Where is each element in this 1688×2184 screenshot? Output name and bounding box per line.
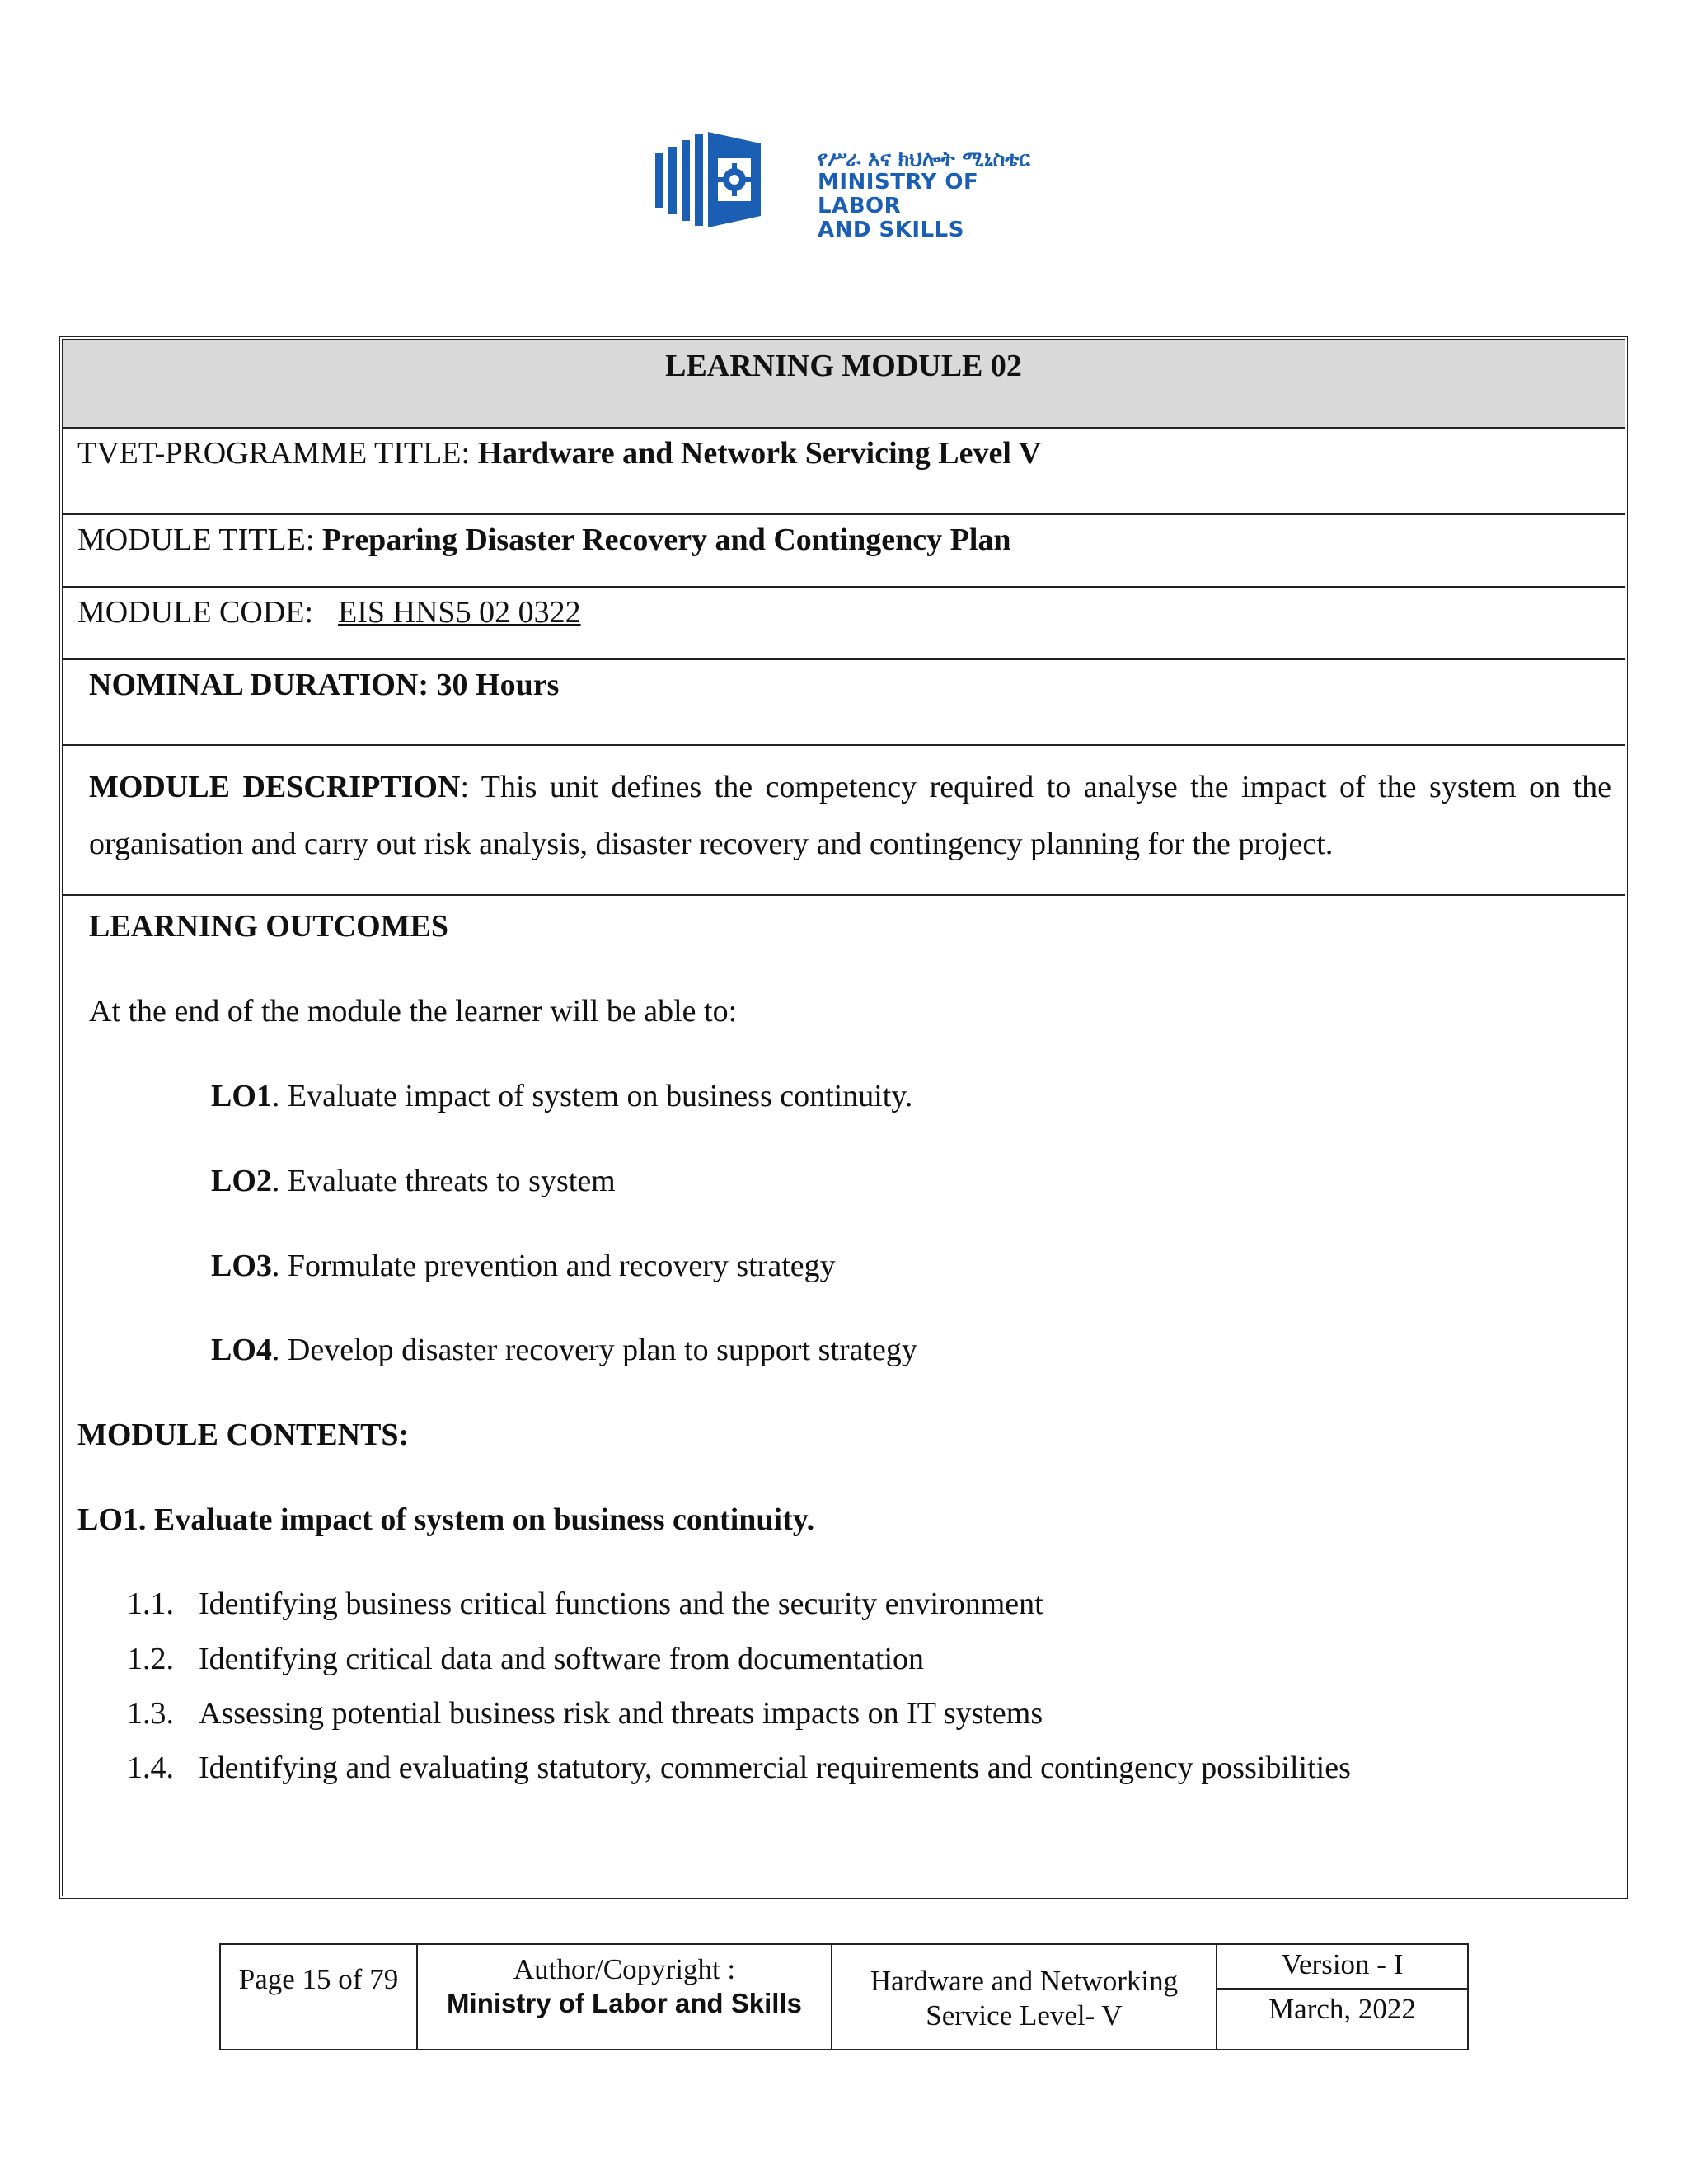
module-title: Preparing Disaster Recovery and Contingency Plan	[321, 523, 1011, 557]
programme-row	[63, 429, 1625, 515]
footer-author-cell	[418, 1945, 832, 2049]
lo1-heading: LO1. Evaluate impact of system on business continuity.	[77, 1502, 815, 1537]
logo-name-line2: AND SKILLS	[818, 218, 964, 242]
list-item-number: 1.2.	[127, 1642, 174, 1676]
list-item-number: 1.4.	[127, 1750, 174, 1785]
list-item-text: Identifying and evaluating statutory, commercial requirements and contingency possibilities	[199, 1750, 1351, 1785]
footer-page-cell	[221, 1945, 418, 2049]
outcome-item	[211, 1078, 912, 1114]
logo-name-line1: MINISTRY OF LABOR	[818, 170, 979, 218]
list-item-number: 1.3.	[127, 1696, 174, 1731]
course-line2: Service Level- V	[926, 1999, 1123, 2032]
list-item-text: Assessing potential business risk and threats impacts on IT systems	[199, 1696, 1043, 1731]
module-table	[59, 336, 1628, 1899]
outcome-text: . Formulate prevention and recovery strategy	[271, 1249, 836, 1283]
version: Version - I	[1217, 1945, 1467, 1990]
description-row	[63, 746, 1625, 896]
outcome-item	[211, 1248, 836, 1284]
module-title-row	[63, 515, 1625, 588]
programme-title: Hardware and Network Servicing Level V	[477, 436, 1042, 471]
outcome-code: LO2	[211, 1164, 272, 1198]
outcome-code: LO3	[211, 1249, 272, 1283]
course-line1: Hardware and Networking	[870, 1965, 1179, 1997]
outcome-text: . Evaluate threats to system	[271, 1164, 616, 1198]
module-code: EIS HNS5 02 0322	[338, 595, 581, 630]
list-item-text: Identifying critical data and software from documentation	[199, 1642, 925, 1676]
description-text: : This unit defines the competency required to analyse the impact of the system on the organisation and carry out risk analysis, disaster recovery and contingency planning for the project.	[89, 770, 1611, 861]
list-item	[127, 1750, 1351, 1786]
logo-amharic-name: የሥራ እና ክህሎት ሚኒስቴር	[818, 147, 1031, 171]
outcome-text: . Evaluate impact of system on business continuity.	[271, 1079, 913, 1113]
page-footer	[219, 1943, 1469, 2050]
list-item-text: Identifying business critical functions and the security environment	[199, 1586, 1043, 1621]
outcomes-intro: At the end of the module the learner will be able to:	[89, 994, 738, 1029]
nominal-duration: NOMINAL DURATION: 30 Hours	[89, 668, 560, 702]
list-item	[127, 1586, 1043, 1622]
ministry-emblem-icon	[655, 130, 812, 229]
page-number: Page 15 of 79	[238, 1963, 399, 1995]
duration-row	[63, 660, 1625, 746]
learning-outcomes-heading: LEARNING OUTCOMES	[89, 909, 448, 944]
module-code-label: MODULE CODE:	[77, 595, 314, 630]
module-heading: LEARNING MODULE 02	[665, 349, 1022, 383]
module-title-label: MODULE TITLE:	[77, 523, 322, 557]
outcome-item	[211, 1332, 917, 1368]
list-item-number: 1.1.	[127, 1586, 174, 1621]
release-date: March, 2022	[1268, 1993, 1416, 2025]
programme-label: TVET-PROGRAMME TITLE:	[77, 436, 478, 471]
footer-version-cell	[1217, 1945, 1467, 2049]
module-contents-heading: MODULE CONTENTS:	[77, 1418, 410, 1452]
ministry-logo	[655, 130, 1067, 242]
description-label: MODULE DESCRIPTION	[89, 770, 461, 804]
author-value: Ministry of Labor and Skills	[447, 1988, 802, 2018]
list-item	[127, 1695, 1043, 1732]
list-item	[127, 1641, 924, 1677]
module-header-row	[63, 340, 1625, 429]
outcome-item	[211, 1163, 616, 1199]
outcome-code: LO1	[211, 1079, 272, 1113]
author-label: Author/Copyright :	[513, 1953, 736, 1985]
footer-course-cell	[832, 1945, 1217, 2049]
outcome-text: . Develop disaster recovery plan to support strategy	[271, 1333, 917, 1367]
module-code-row	[63, 588, 1625, 660]
outcome-code: LO4	[211, 1333, 272, 1367]
